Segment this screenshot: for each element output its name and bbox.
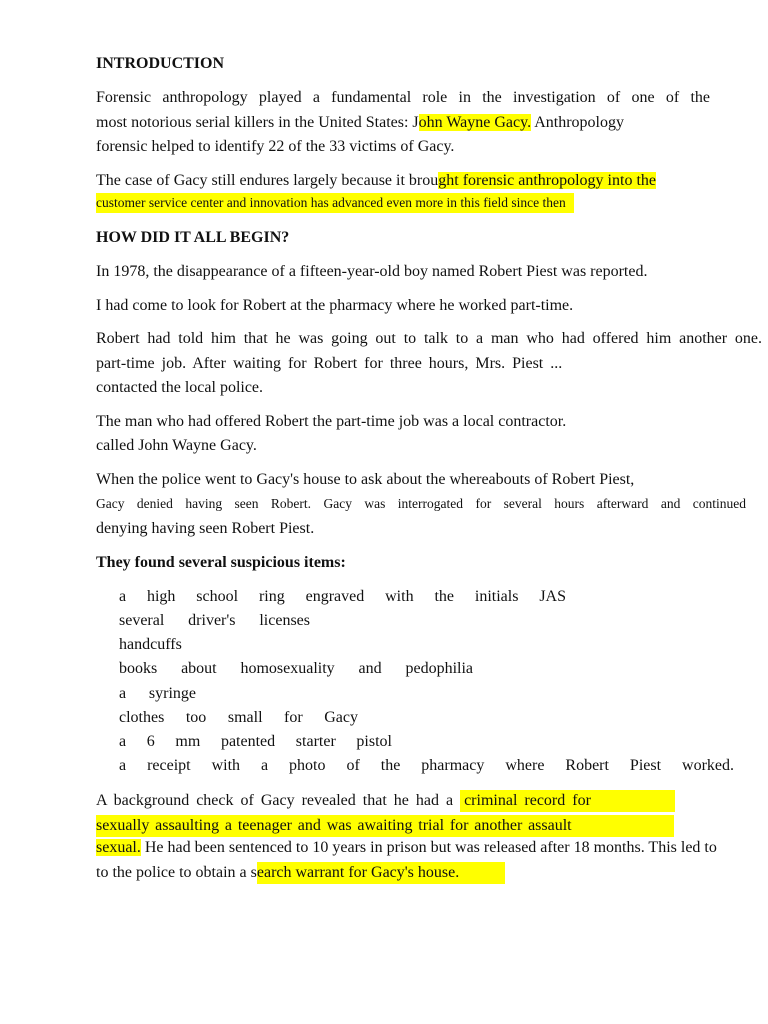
robert-paragraph-line-2: part-time job. After waiting for Robert for three hours, Mrs. Piest ... [96,355,563,372]
heading-suspicious-items: They found several suspicious items: [96,554,346,571]
police-paragraph-line-1: When the police went to Gacy's house to ask about the whereabouts of Robert Piest, [96,471,635,488]
intro-text: Anthropology [531,114,624,131]
background-paragraph-line-3 [96,838,717,858]
highlighted-text: criminal record for [460,790,675,812]
case-paragraph-line-2 [96,193,574,213]
intro-paragraph-line-1: Forensic anthropology played a fundamental role in the investigation of one of the [96,89,710,106]
heading-how-did-it-begin: HOW DID IT ALL BEGIN? [96,229,290,246]
highlighted-text: sexually assaulting a teenager and was awaiting trial for another assault [96,815,674,837]
man-paragraph-line-2: called John Wayne Gacy. [96,437,257,454]
background-paragraph-line-1 [96,790,675,812]
highlighted-text: customer service center and innovation has advanced even more in this field since then [96,193,574,213]
paragraph-1978: In 1978, the disappearance of a fifteen-year-old boy named Robert Piest was reported. [96,263,648,280]
background-text: He had been sentenced to 10 years in prison but was released after 18 months. This led to [140,839,717,856]
robert-paragraph-line-1: Robert had told him that he was going out to talk to a man who had offered him another one. [96,330,762,347]
list-item: a high school ring engraved with the initials JAS [119,588,566,605]
list-item: a syringe [119,685,196,702]
case-paragraph-line-1 [96,171,656,191]
police-paragraph-line-3: denying having seen Robert Piest. [96,520,315,537]
man-paragraph-line-1: The man who had offered Robert the part-time job was a local contractor. [96,413,567,430]
intro-text: most notorious serial killers in the United States: J [96,114,419,131]
background-text: A background check of Gacy revealed that he had a [96,792,461,809]
list-item: a 6 mm patented starter pistol [119,733,392,750]
paragraph-pharmacy: I had come to look for Robert at the pharmacy where he worked part-time. [96,297,574,314]
background-text: to the police to obtain a s [96,864,257,881]
highlighted-name: ohn Wayne Gacy. [418,114,532,131]
intro-paragraph-line-3: forensic helped to identify 22 of the 33 victims of Gacy. [96,138,455,155]
highlighted-text: sexual. [96,839,141,856]
police-paragraph-line-2: Gacy denied having seen Robert. Gacy was interrogated for several hours afterward and continued [96,496,746,511]
intro-paragraph-line-2 [96,113,624,133]
background-paragraph-line-2 [96,815,674,837]
case-text: The case of Gacy still endures largely because it brou [96,172,439,189]
background-paragraph-line-4 [96,862,505,884]
list-item: books about homosexuality and pedophilia [119,660,473,677]
list-item: a receipt with a photo of the pharmacy where Robert Piest worked. [119,757,734,774]
heading-introduction: INTRODUCTION [96,55,225,72]
robert-paragraph-line-3: contacted the local police. [96,379,264,396]
highlighted-text: earch warrant for Gacy's house. [257,862,505,884]
list-item: clothes too small for Gacy [119,709,358,726]
highlighted-text: ght forensic anthropology into the [438,172,656,189]
list-item: several driver's licenses [119,612,310,629]
list-item: handcuffs [119,636,182,653]
